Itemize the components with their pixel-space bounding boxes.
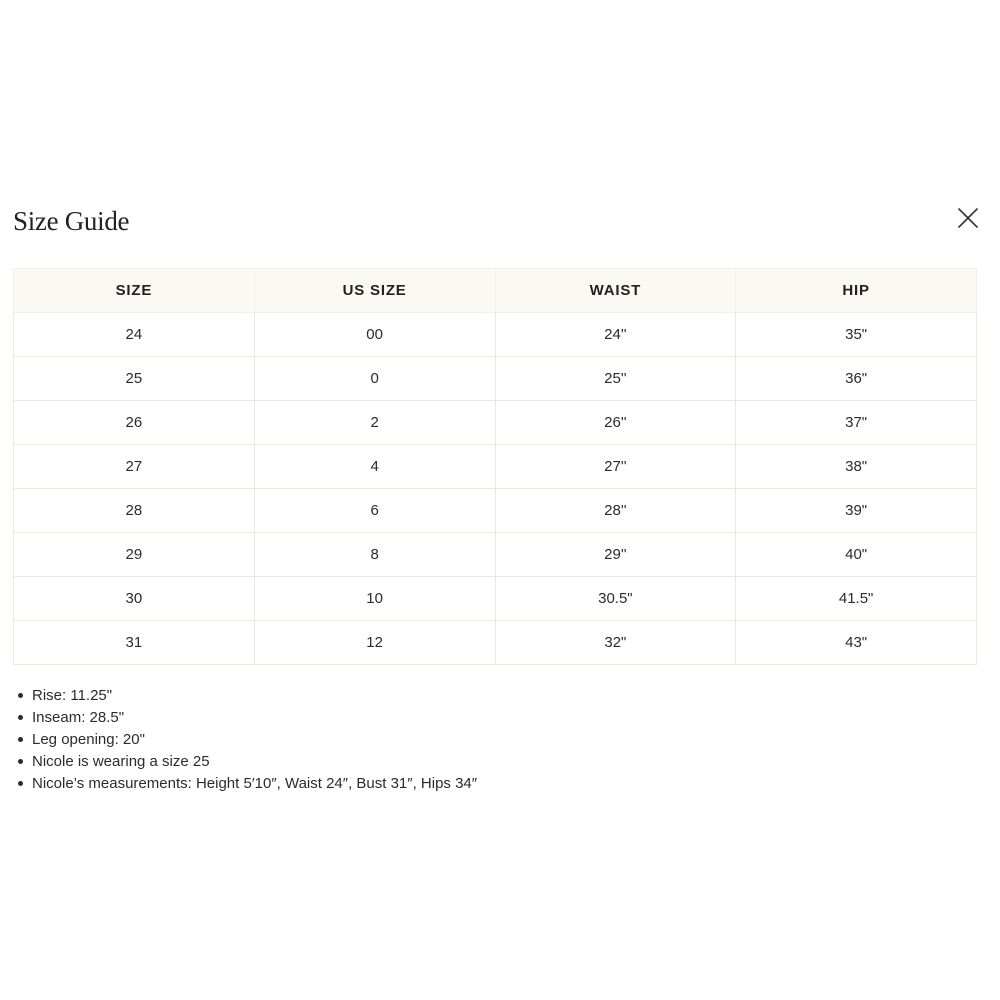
table-row — [14, 533, 977, 577]
cell-size: 25 — [14, 357, 255, 401]
cell-us-size: 6 — [254, 489, 495, 533]
cell-us-size: 8 — [254, 533, 495, 577]
table-row — [14, 621, 977, 665]
cell-size: 31 — [14, 621, 255, 665]
cell-hip: 41.5" — [736, 577, 977, 621]
cell-size: 29 — [14, 533, 255, 577]
table-header-row — [14, 269, 977, 313]
close-button[interactable] — [954, 204, 982, 232]
modal-title: Size Guide — [13, 206, 130, 236]
table-row — [14, 401, 977, 445]
cell-hip: 36" — [736, 357, 977, 401]
table-header — [14, 269, 977, 313]
column-header-us-size: US SIZE — [254, 269, 495, 313]
cell-size: 30 — [14, 577, 255, 621]
cell-us-size: 0 — [254, 357, 495, 401]
cell-hip: 38" — [736, 445, 977, 489]
cell-us-size: 4 — [254, 445, 495, 489]
cell-waist: 25'' — [495, 357, 736, 401]
cell-waist: 30.5" — [495, 577, 736, 621]
note-model-measurements: Nicole’s measurements: Height 5′10″, Waist 24″, Bust 31″, Hips 34″ — [32, 773, 477, 795]
close-icon — [954, 204, 982, 232]
note-leg-opening: Leg opening: 20" — [32, 729, 477, 751]
cell-waist: 28'' — [495, 489, 736, 533]
table-row — [14, 489, 977, 533]
cell-us-size: 2 — [254, 401, 495, 445]
column-header-hip: HIP — [736, 269, 977, 313]
note-rise: Rise: 11.25" — [32, 685, 477, 707]
cell-us-size: 00 — [254, 313, 495, 357]
cell-hip: 37" — [736, 401, 977, 445]
cell-size: 26 — [14, 401, 255, 445]
cell-waist: 27'' — [495, 445, 736, 489]
cell-size: 28 — [14, 489, 255, 533]
cell-waist: 29'' — [495, 533, 736, 577]
cell-size: 24 — [14, 313, 255, 357]
table-row — [14, 357, 977, 401]
cell-us-size: 10 — [254, 577, 495, 621]
column-header-size: SIZE — [14, 269, 255, 313]
table-row — [14, 577, 977, 621]
note-inseam: Inseam: 28.5" — [32, 707, 477, 729]
cell-hip: 35" — [736, 313, 977, 357]
table-row — [14, 313, 977, 357]
cell-hip: 39" — [736, 489, 977, 533]
table-body — [14, 313, 977, 665]
table-row — [14, 445, 977, 489]
cell-size: 27 — [14, 445, 255, 489]
fit-notes-list — [13, 685, 477, 795]
cell-hip: 40" — [736, 533, 977, 577]
cell-waist: 26'' — [495, 401, 736, 445]
cell-waist: 32" — [495, 621, 736, 665]
cell-waist: 24'' — [495, 313, 736, 357]
note-model-size: Nicole is wearing a size 25 — [32, 751, 477, 773]
size-table — [13, 268, 977, 665]
cell-us-size: 12 — [254, 621, 495, 665]
column-header-waist: WAIST — [495, 269, 736, 313]
cell-hip: 43" — [736, 621, 977, 665]
